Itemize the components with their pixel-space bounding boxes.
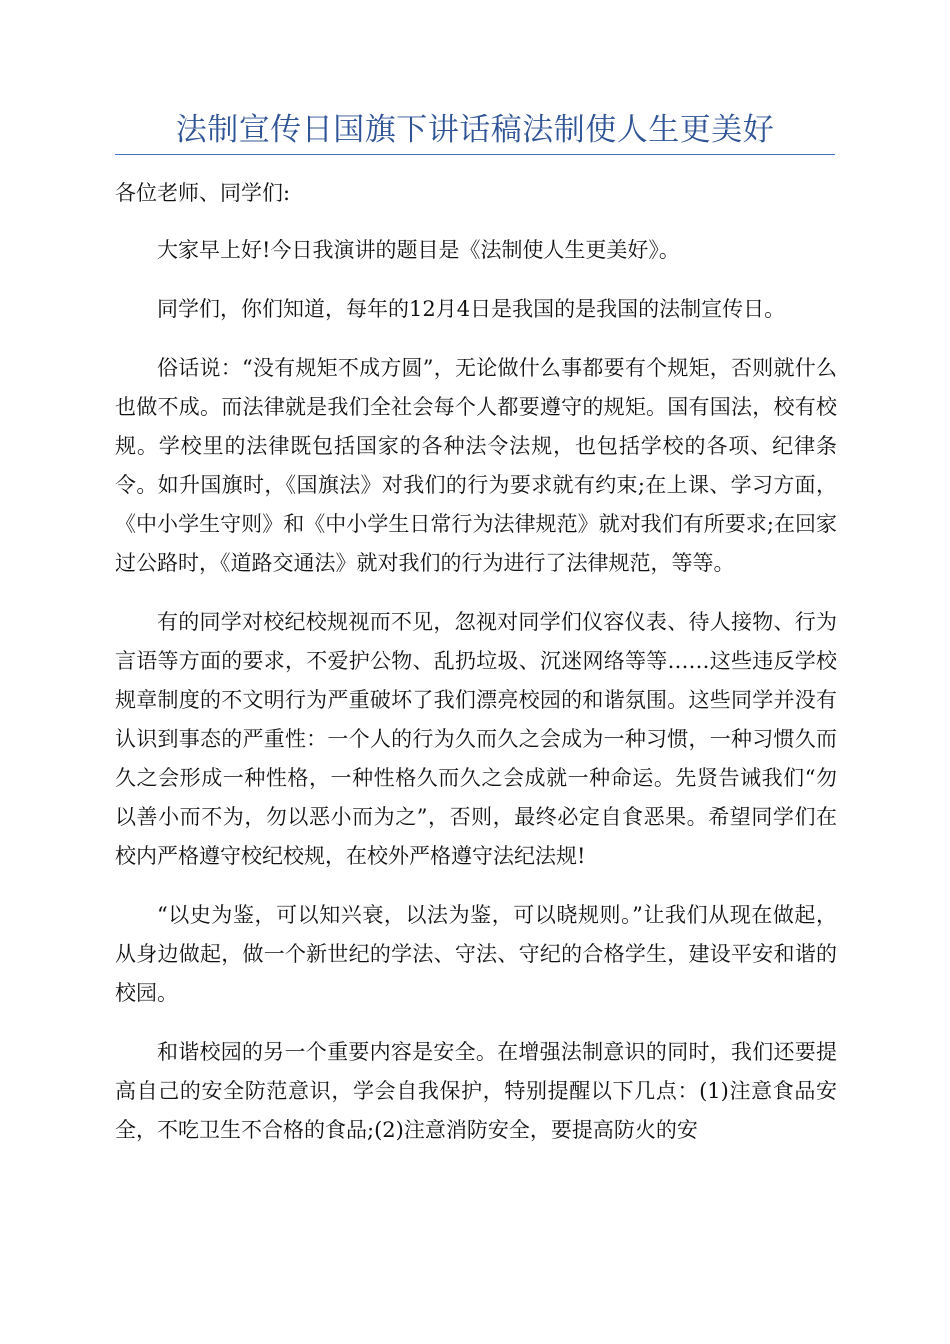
paragraph-conduct: 有的同学对校纪校规视而不见，忽视对同学们仪容仪表、待人接物、行为言语等方面的要求，不爱护公物、乱扔垃圾、沉迷网络等等……这些违反学校规章制度的不文明行为严重破坏了我们漂亮校园的和谐氛围。这些同学并没有认识到事态的严重性：一个人的行为久而久之会成为一种习惯，一种习惯久而久之会形成一种性格，一种性格久而久之会成就一种命运。先贤告诫我们“勿以善小而不为，勿以恶小而为之”，否则，最终必定自食恶果。希望同学们在校内严格遵守校纪校规，在校外严格遵守法纪法规! (115, 610, 837, 868)
paragraph-quote: “以史为鉴，可以知兴衰，以法为鉴，可以晓规则。”让我们从现在做起，从身边做起，做一个新世纪的学法、守法、守纪的合格学生，建设平安和谐的校园。 (115, 903, 837, 1005)
document-title: 法制宣传日国旗下讲话稿法制使人生更美好 (175, 112, 775, 148)
document-body (115, 174, 837, 1170)
paragraph-safety: 和谐校园的另一个重要内容是安全。在增强法制意识的同时，我们还要提高自己的安全防范意识，学会自我保护，特别提醒以下几点：(1)注意食品安全，不吃卫生不合格的食品;(2)注意消防安全，要提高防火的安 (115, 1040, 837, 1142)
salutation: 各位老师、同学们: (115, 181, 291, 205)
paragraph-legal-day: 同学们，你们知道，每年的12月4日是我国的是我国的法制宣传日。 (157, 297, 786, 321)
paragraph-greeting: 大家早上好!今日我演讲的题目是《法制使人生更美好》。 (157, 238, 680, 262)
title-underline (115, 154, 835, 155)
paragraph-rules: 俗话说：“没有规矩不成方圆”，无论做什么事都要有个规矩，否则就什么也做不成。而法律就是我们全社会每个人都要遵守的规矩。国有国法，校有校规。学校里的法律既包括国家的各种法令法规，也包括学校的各项、纪律条令。如升国旗时，《国旗法》对我们的行为要求就有约束;在上课、学习方面，《中小学生守则》和《中小学生日常行为法律规范》就对我们有所要求;在回家过公路时，《道路交通法》就对我们的行为进行了法律规范，等等。 (115, 356, 837, 575)
